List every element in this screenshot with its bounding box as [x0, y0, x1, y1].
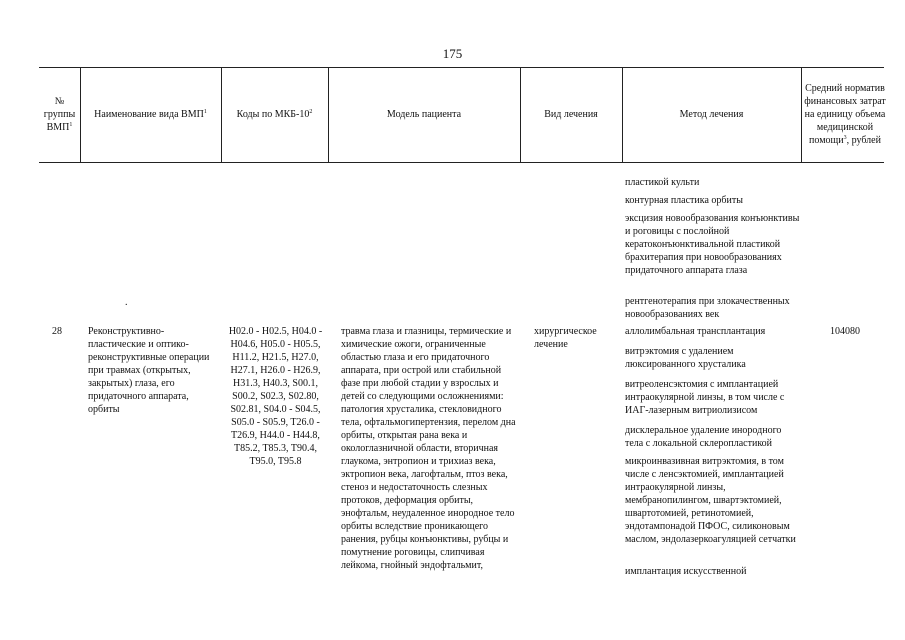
header-cost: Средний норматив финансовых затрат на единицу объема медицинской помощи$^3$, рублей [804, 83, 886, 146]
header-model: Модель пациента [386, 109, 462, 120]
header-method: Метод лечения [679, 109, 744, 120]
header-codes: Коды по МКБ-$10^2$ [236, 109, 313, 120]
header-name: Наименование вида ВМП$^1$ [94, 109, 207, 120]
method-item: контурная пластика орбиты [625, 195, 743, 206]
col-divider [801, 67, 802, 162]
method-item: витреоленсэктомия с имплантацией интраокулярной линзы, в том числе с ИАГ-лазерным витриолизисом [625, 379, 785, 416]
method-item: микроинвазивная витрэктомия, в том числе с ленсэктомией, имплантацией интраокулярной линзы, мембранопилингом, швартэктомией, швартотомией, ретинотомией, эндотампонадой ПФОС, силиконовым маслом, эндолазеркоагуляцией сетчатки [625, 456, 796, 545]
row-28-cost: 104080 [830, 326, 860, 337]
method-item: рентгенотерапия при злокачественных новообразованиях век [625, 296, 790, 320]
row-28-treatment: хирургическое лечение [534, 326, 597, 350]
method-item: эксцизия новообразования конъюнктивы и роговицы с послойной кератоконъюнктивальной пластикой брахитерапия при новообразованиях придаточного аппарата глаза [625, 213, 800, 276]
method-item: аллолимбальная трансплантация [625, 326, 766, 337]
method-item: пластикой культи [625, 177, 700, 188]
header-group: № группы ВМП$^1$ [43, 96, 76, 133]
page-number: 175 [442, 46, 463, 61]
method-item: имплантация искусственной [625, 566, 747, 577]
method-item: витрэктомия с удалением люксированного хрусталика [625, 346, 746, 370]
header-treatment: Вид лечения [544, 109, 598, 120]
row-28-codes: H02.0 - H02.5, H04.0 - H04.6, H05.0 - H05.5, H11.2, H21.5, H27.0, H27.1, H26.0 - H26.9, H31.3, H40.3, S00.1, S00.2, S02.3, S02.80, S02.81, S04.0 - S04.5, S05.0 - S05.9, T26.0 - T26.9, H44.0 - H44.8, T85.2, T85.3, T90.4, T95.0, T95.8 [228, 326, 323, 467]
row-28-name: Реконструктивно-пластические и оптико-реконструктивные операции при травмах (открытых, закрытых) глаза, его придаточного аппарата, орбиты [88, 326, 210, 415]
row-28-group: 28 [52, 326, 62, 337]
stray-mark: . [125, 297, 128, 308]
method-item: дисклеральное удаление инородного тела с локальной склеропластикой [625, 425, 782, 449]
row-28-model: травма глаза и глазницы, термические и химические ожоги, ограниченные областью глаза и его придаточного аппарата, при острой или стабильной фазе при любой стадии у взрослых и детей со следующими осложнениями: патология хрусталика, стекловидного тела, офтальмогипертензия, перелом дна орбиты, открытая рана века и окологлазничной области, вторичная глаукома, энтропион и трихиаз века, эктропион века, лагофтальм, птоз века, стеноз и недостаточность слезных протоков, деформация орбиты, энофтальм, неудаленное инородное тело орбиты вследствие проникающего ранения, рубцы конъюнктивы, рубцы и помутнение роговицы, слипчивая лейкома, гнойный эндофтальмит, [341, 326, 516, 571]
header-bottom-border [39, 162, 884, 163]
